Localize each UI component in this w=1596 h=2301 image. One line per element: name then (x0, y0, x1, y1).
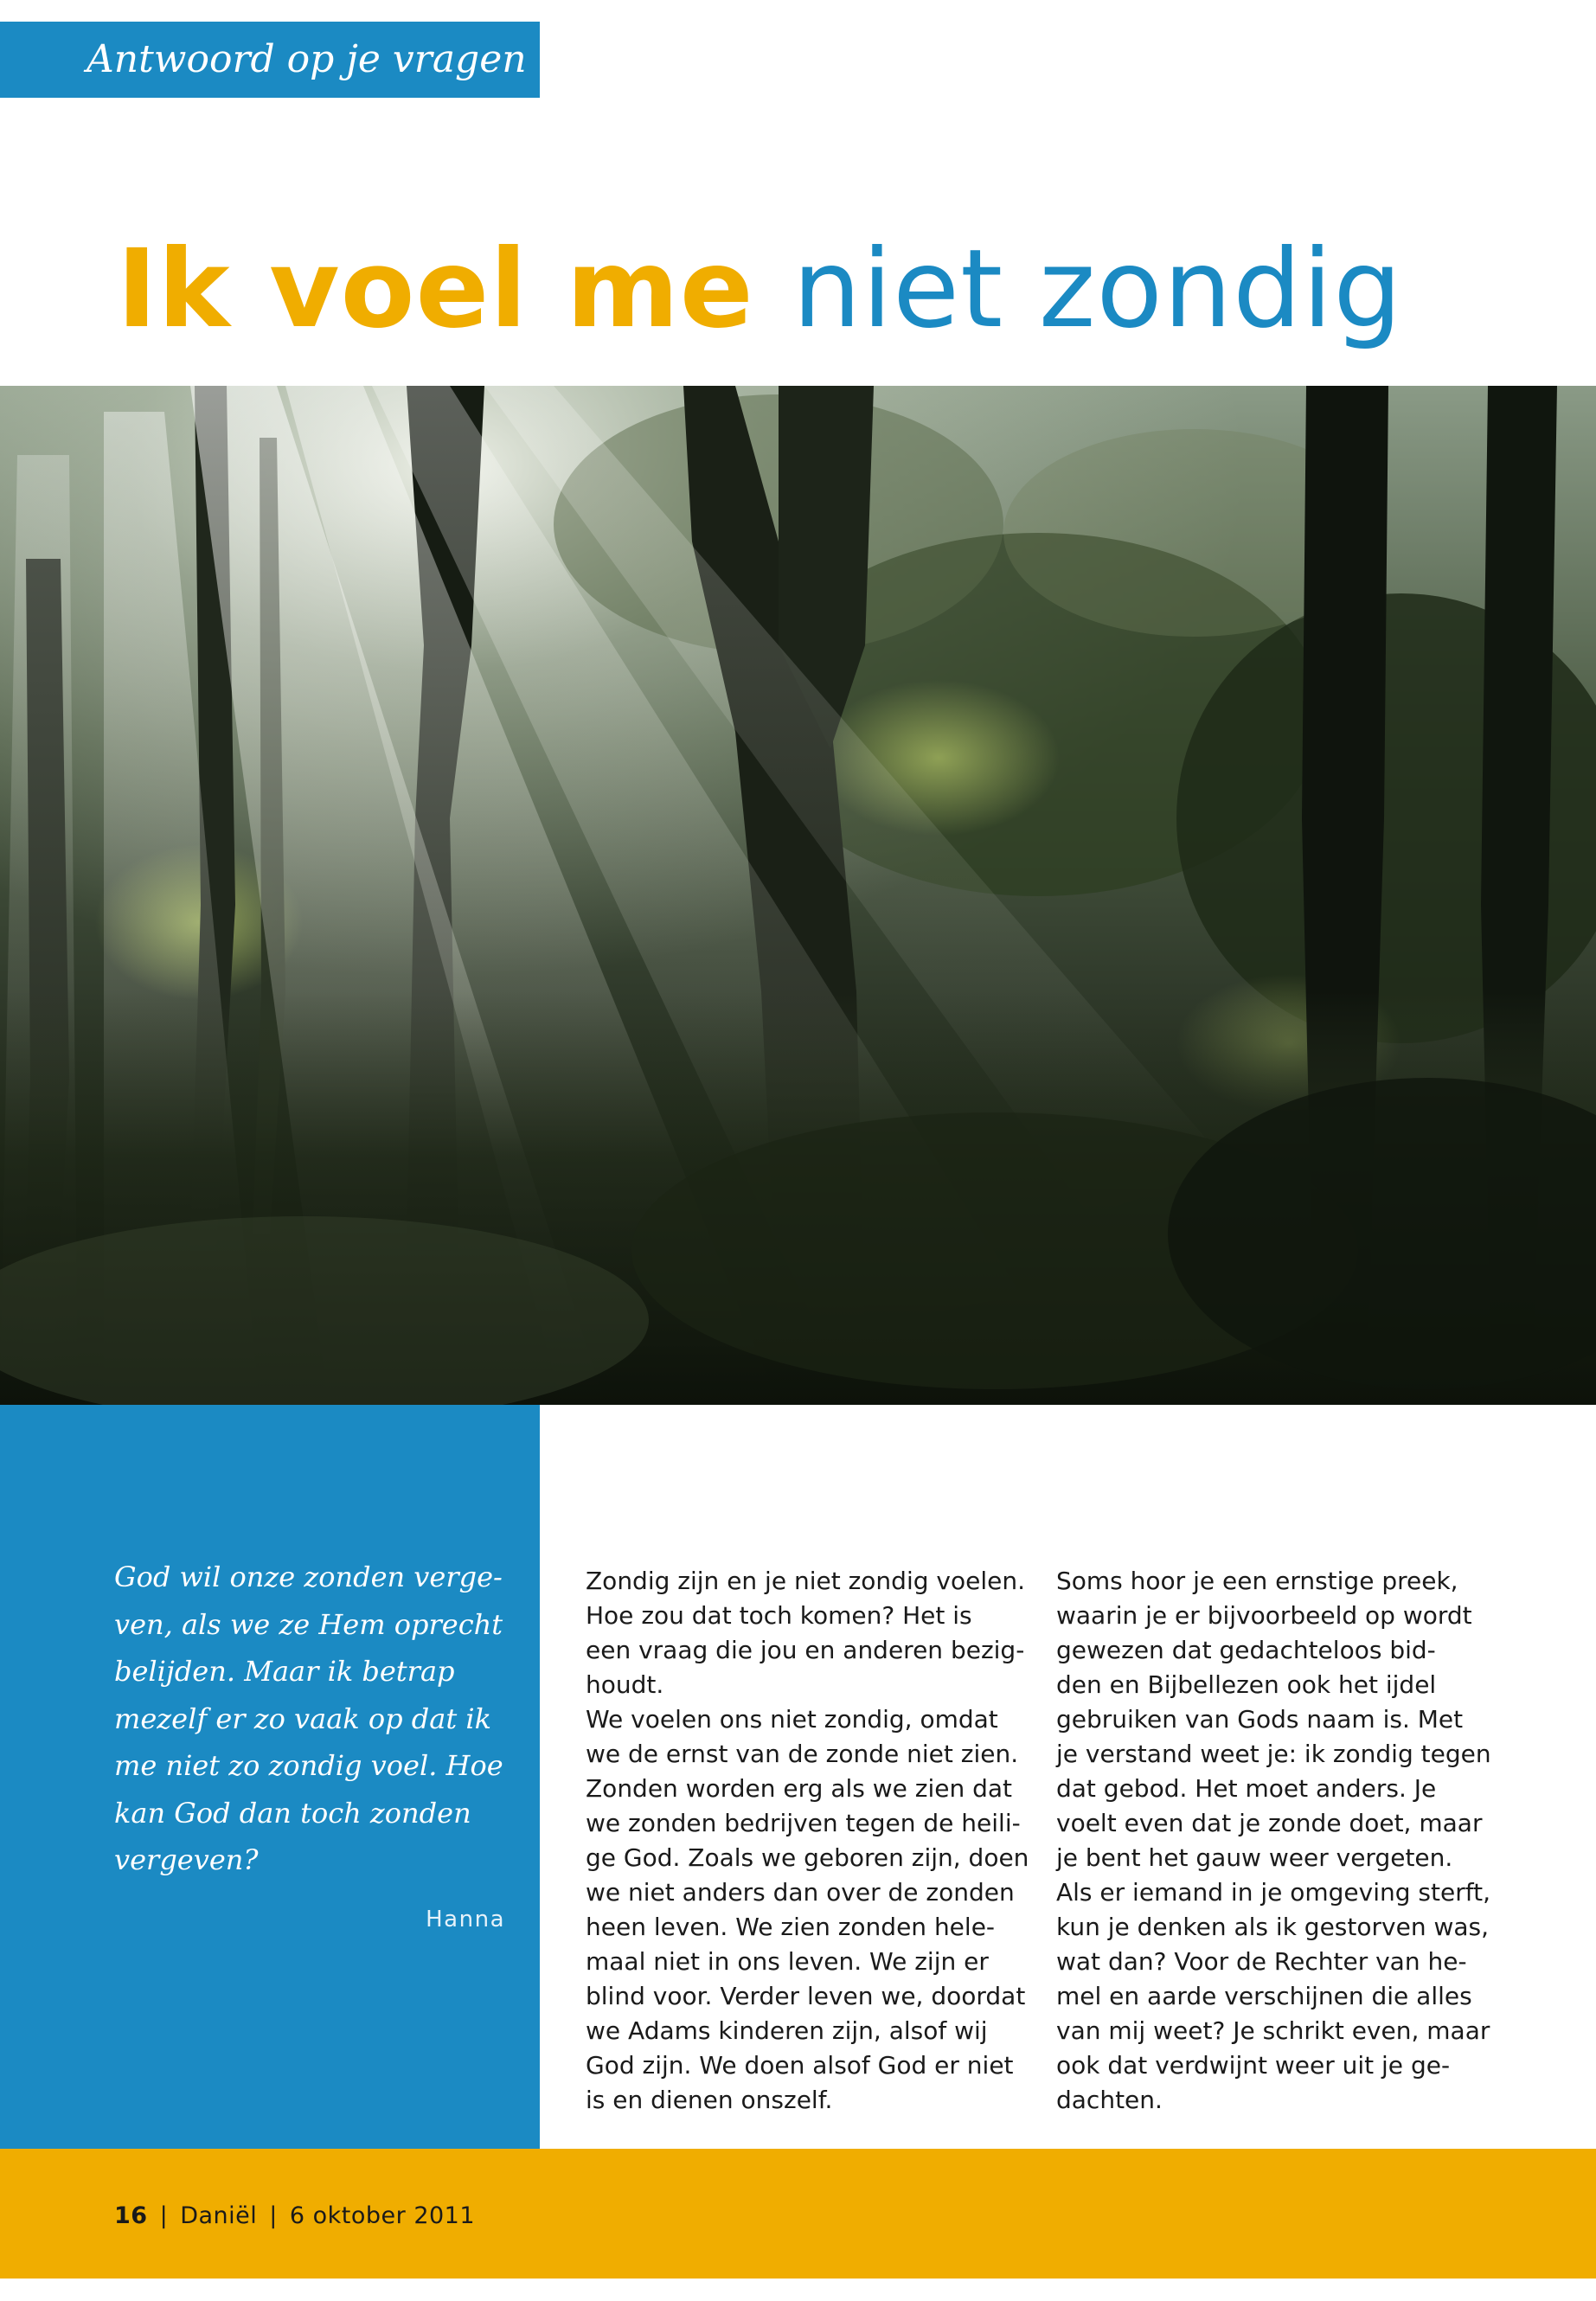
question-line: me niet zo zondig voel. Hoe (114, 1749, 503, 1782)
body-line: van mij weet? Je schrikt even, maar (1056, 2016, 1490, 2045)
headline-rest: niet zondig (792, 227, 1403, 352)
body-line: houdt. (586, 1670, 664, 1699)
section-label: Antwoord op je vragen (0, 22, 540, 98)
body-line: voelt even dat je zonde doet, maar (1056, 1809, 1483, 1837)
question-line: mezelf er zo vaak op dat ik (114, 1702, 491, 1735)
body-line: een vraag die jou en anderen bezig- (586, 1636, 1025, 1664)
body-line: we niet anders dan over de zonden (586, 1878, 1015, 1907)
body-line: gebruiken van Gods naam is. Met (1056, 1705, 1464, 1734)
body-column-2 (1056, 1564, 1541, 2118)
body-line: Als er iemand in je omgeving sterft, (1056, 1878, 1490, 1907)
body-line: dachten. (1056, 2086, 1163, 2114)
body-line: gewezen dat gedachteloos bid- (1056, 1636, 1436, 1664)
question-author: Hanna (426, 1907, 505, 1932)
body-line: ge God. Zoals we geboren zijn, doen (586, 1843, 1029, 1872)
body-line: is en dienen onszelf. (586, 2086, 833, 2114)
folio-separator: | (159, 2202, 169, 2229)
forest-sunbeams-photo (0, 386, 1596, 1405)
question-line: God wil onze zonden verge- (114, 1561, 503, 1593)
body-line: maal niet in ons leven. We zijn er (586, 1947, 989, 1976)
body-line: den en Bijbellezen ook het ijdel (1056, 1670, 1437, 1699)
reader-question (114, 1554, 503, 1884)
body-line: ook dat verdwijnt weer uit je ge- (1056, 2051, 1451, 2080)
page-number: 16 (114, 2202, 148, 2229)
body-line: we Adams kinderen zijn, alsof wij (586, 2016, 988, 2045)
body-line: mel en aarde verschijnen die alles (1056, 1982, 1472, 2010)
headline-accent: Ik voel me (117, 227, 754, 352)
question-line: ven, als we ze Hem oprecht (114, 1607, 503, 1641)
body-line: God zijn. We doen alsof God er niet (586, 2051, 1014, 2080)
body-line: heen leven. We zien zonden hele- (586, 1913, 996, 1941)
body-line: Hoe zou dat toch komen? Het is (586, 1601, 972, 1630)
publication-name: Daniël (180, 2202, 258, 2229)
body-line: We voelen ons niet zondig, omdat (586, 1705, 998, 1734)
folio (114, 2202, 475, 2229)
body-column-1 (586, 1564, 1035, 2118)
question-line: belijden. Maar ik betrap (114, 1655, 455, 1688)
body-line: we de ernst van de zonde niet zien. (586, 1740, 1019, 1768)
publication-date: 6 oktober 2011 (289, 2202, 476, 2229)
folio-separator: | (269, 2202, 278, 2229)
body-line: waarin je er bijvoorbeeld op wordt (1056, 1601, 1472, 1630)
question-line: kan God dan toch zonden (114, 1796, 471, 1830)
question-panel (0, 1405, 540, 2149)
body-line: Zonden worden erg als we zien dat (586, 1774, 1013, 1803)
article-headline (117, 221, 1535, 359)
body-line: Zondig zijn en je niet zondig voelen. (586, 1567, 1025, 1595)
body-line: je verstand weet je: ik zondig tegen (1056, 1740, 1491, 1768)
body-line: je bent het gauw weer vergeten. (1056, 1843, 1453, 1872)
body-line: blind voor. Verder leven we, doordat (586, 1982, 1026, 2010)
footer-bar (0, 2149, 1596, 2279)
body-line: we zonden bedrijven tegen de heili- (586, 1809, 1021, 1837)
body-line: dat gebod. Het moet anders. Je (1056, 1774, 1437, 1803)
question-line: vergeven? (114, 1843, 259, 1876)
body-line: kun je denken als ik gestorven was, (1056, 1913, 1490, 1941)
body-line: wat dan? Voor de Rechter van he- (1056, 1947, 1467, 1976)
body-line: Soms hoor je een ernstige preek, (1056, 1567, 1458, 1595)
